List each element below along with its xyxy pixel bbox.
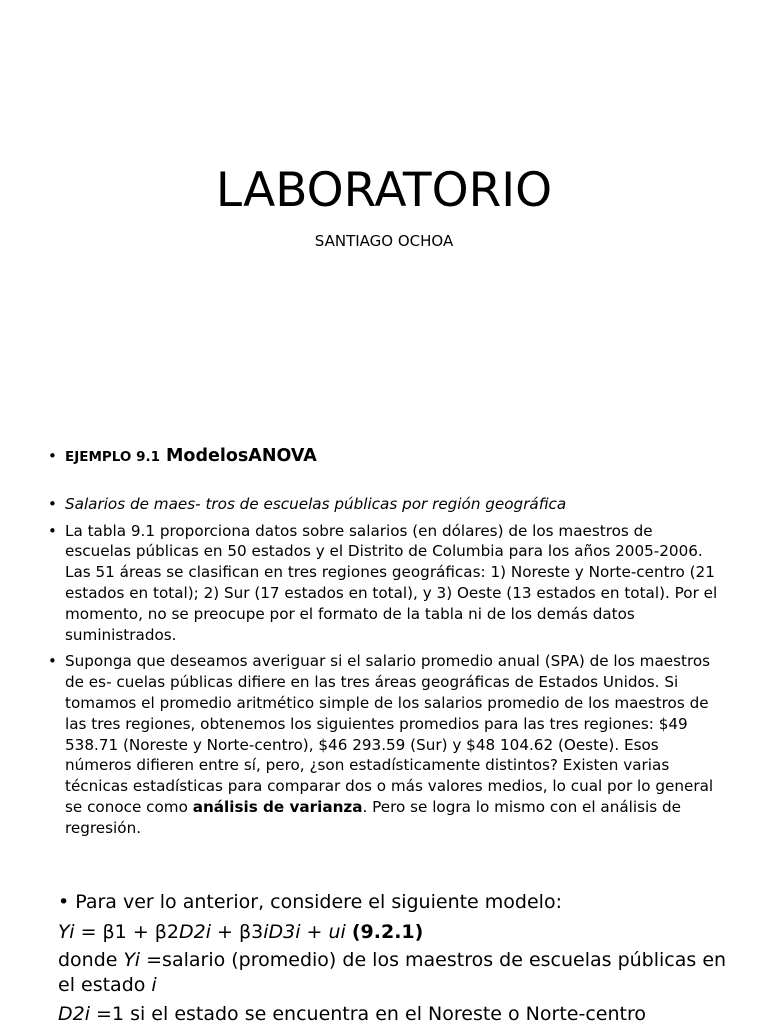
def-i: i	[151, 974, 157, 996]
bullet-dot: •	[48, 521, 57, 540]
eq-part-2: + β3	[211, 921, 264, 943]
bullet-table-description	[48, 521, 720, 646]
eq-yi: Yi	[58, 921, 75, 943]
page-title: LABORATORIO	[215, 163, 553, 218]
model-intro: • Para ver lo anterior, considere el siguiente modelo:	[58, 891, 562, 913]
def-prefix: donde	[58, 949, 124, 971]
eq-id3i: iD3i	[263, 921, 301, 943]
table-caption-text: Salarios de maes- tros de escuelas públicas por región geográfica	[65, 494, 567, 513]
def-d2i: D2i	[58, 1003, 90, 1024]
equation-number: (9.2.1)	[351, 921, 424, 943]
author-name: SANTIAGO OCHOA	[314, 232, 454, 250]
table-description-text: La tabla 9.1 proporciona datos sobre salarios (en dólares) de los maestros de escuelas públicas en 50 estados y el Distrito de Columbia para los años 2005-2006. Las 51 áreas se clasifican en tres regiones geográficas: 1) Noreste y Norte-centro (21 estados en total); 2) Sur (17 estados en total), y 3) Oeste (13 estados en total). Por el momento, no se preocupe por el formato de la tabla ni de los demás datos suministrados.	[65, 521, 718, 644]
bullet-hypothesis	[48, 651, 720, 838]
example-number: EJEMPLO 9.1	[65, 449, 161, 465]
eq-part-3: +	[300, 921, 329, 943]
bullet-dot: •	[48, 494, 57, 513]
example-title: ModelosANOVA	[166, 446, 317, 466]
anova-term: análisis de varianza	[192, 797, 363, 816]
variable-definition-d2i	[58, 1000, 738, 1024]
bullet-dot: •	[48, 447, 57, 465]
def-d2i-text: =1 si el estado se encuentra en el Noreste o Norte-centro	[90, 1003, 646, 1024]
variable-definition-yi	[58, 948, 738, 998]
eq-part-1: = β1 + β2	[74, 921, 179, 943]
model-equation	[58, 918, 738, 946]
model-section	[58, 888, 738, 1024]
hypothesis-text-end: . Pero se logra lo mismo con el análisis de regresión.	[65, 797, 681, 837]
eq-ui: ui	[328, 921, 346, 943]
bullet-dot: •	[48, 652, 57, 671]
def-yi-text: =salario (promedio) de los maestros de escuelas públicas en el estado	[58, 949, 727, 996]
eq-d2i: D2i	[179, 921, 211, 943]
bullet-table-caption	[48, 494, 720, 515]
def-yi: Yi	[123, 949, 141, 971]
bullet-list	[48, 446, 720, 839]
bullet-example-heading	[48, 446, 720, 468]
hypothesis-text: Suponga que deseamos averiguar si el salario promedio anual (SPA) de los maestros de es- cuelas públicas difiere en las tres áreas geográficas de Estados Unidos. Si tomamos el promedio aritmético simple de los salarios promedio de los maestros de las tres regiones, obtenemos los siguientes promedios para las tres regiones: $49 538.71 (Noreste y Norte-centro), $46 293.59 (Sur) y $48 104.62 (Oeste). Esos números difieren entre sí, pero, ¿son estadísticamente distintos? Existen varias técnicas estadísticas para comparar dos o más valores medios, lo cual por lo general se conoce como	[65, 652, 714, 816]
